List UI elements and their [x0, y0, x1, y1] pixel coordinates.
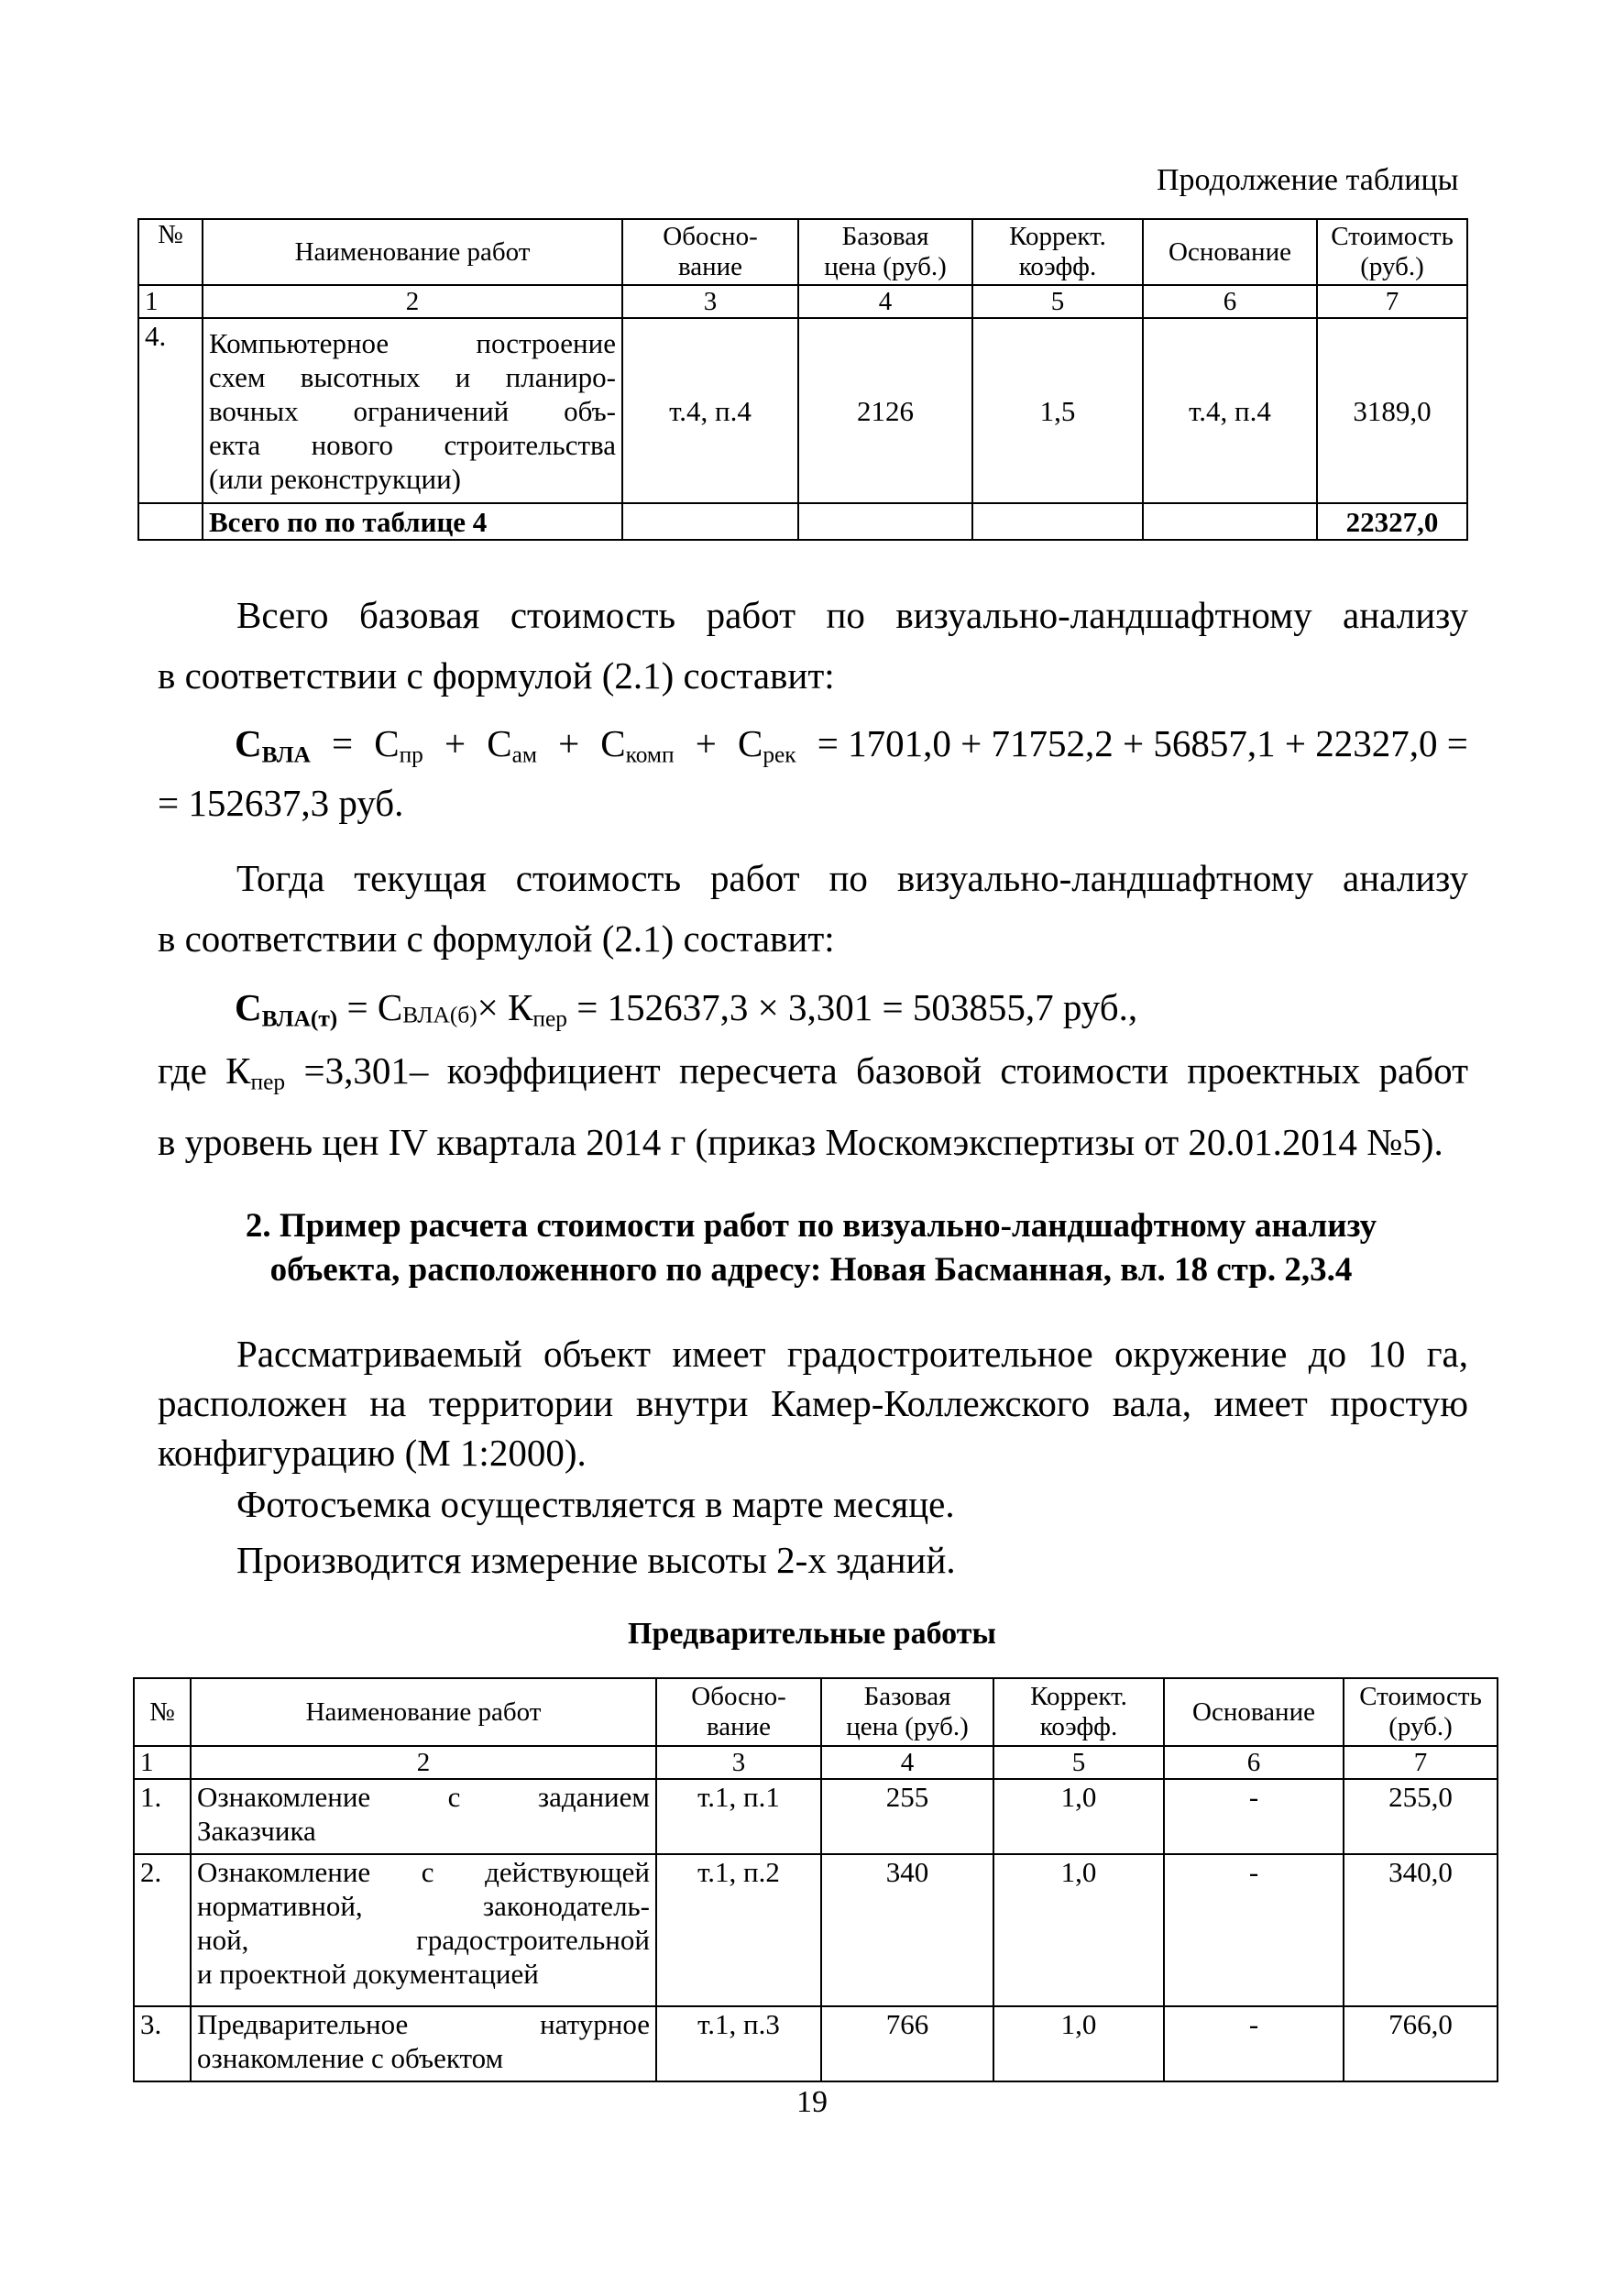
paragraph-object-description: Рассматриваемый объект имеет градостроительное окружение до 10 га, расположен на территории внутри Камер-Коллежского вала, имеет простую конфигурацию (М 1:2000).	[158, 1333, 1468, 1474]
works-table-continuation	[137, 218, 1468, 541]
paragraph-height-measurement: Производится измерение высоты 2-х зданий.	[236, 1539, 956, 1581]
header-base-price: Базовая цена (руб.)	[798, 219, 972, 285]
row-base-price: 2126	[798, 318, 972, 503]
header-no: №	[138, 219, 203, 285]
formula-base-cost-result: = 152637,3 руб.	[158, 782, 404, 824]
header-cost: Стоимость (руб.)	[1317, 219, 1467, 285]
table-header-row	[138, 219, 1467, 285]
header-cost: Стоимость (руб.)	[1344, 1678, 1498, 1746]
column-number-row: 1 2 3 4 5 6 7	[134, 1746, 1498, 1779]
page-number: 19	[796, 2085, 828, 2119]
total-label: Всего по по таблице 4	[203, 503, 622, 540]
column-number-row: 1 2 3 4 5 6 7	[138, 285, 1467, 318]
header-name: Наименование работ	[191, 1678, 656, 1746]
table-row	[138, 318, 1467, 503]
preliminary-works-table	[133, 1677, 1498, 2082]
row-coefficient: 1,5	[972, 318, 1143, 503]
table-row: 3. Предварительное натурное ознакомление с объектом т.1, п.3 766 1,0 - 766,0	[134, 2006, 1498, 2081]
formula-base-cost: $С_{ВЛА}$ = $С_{пр}$ + $С_{ам}$ + $С_{комп}$ + $С_{рек}$ = 1701,0 + 71752,2 + 56857,1 + 22327,0 =	[235, 722, 1468, 768]
header-reason: Основание	[1143, 219, 1317, 285]
total-row	[138, 503, 1467, 540]
row-basis: т.4, п.4	[622, 318, 798, 503]
header-basis: Обосно- вание	[622, 219, 798, 285]
header-no: №	[134, 1678, 191, 1746]
header-coefficient: Коррект. коэфф.	[972, 219, 1143, 285]
row-name: Компьютерное построение схем высотных и планиро- вочных ограничений объ- екта нового строительства (или реконструкции)	[203, 318, 622, 503]
table-row: 1. Ознакомление с заданием Заказчика т.1, п.1 255 1,0 - 255,0	[134, 1779, 1498, 1854]
formula-current-cost: $С_{ВЛА(т)}$ = СВЛА(б)× $К_{пер} = 152637,3 \times 3,301 = 503855,7$ руб.,	[235, 986, 1138, 1032]
table-row: 2. Ознакомление с действующей нормативной, законодатель- ной, градостроительной и проектной документацией т.1, п.2 340 1,0 - 340,0	[134, 1854, 1498, 2006]
row-number: 4.	[138, 318, 203, 503]
continuation-label: Продолжение таблицы	[1157, 163, 1459, 197]
section-heading: 2. Пример расчета стоимости работ по визуально-ландшафтному анализу объекта, расположенного по адресу: Новая Басманная, вл. 18 стр. 2,3.4	[245, 1207, 1377, 1289]
total-value: 22327,0	[1317, 503, 1467, 540]
paragraph-recalc-coefficient: где $К_{пер} =3,301-$ коэффициент пересчета базовой стоимости проектных работ в уровень цен IV квартала 2014 г (приказ Москомэкспертизы от 20.01.2014 №5).	[158, 1049, 1468, 1164]
row-reason: т.4, п.4	[1143, 318, 1317, 503]
paragraph-total-base-cost: Всего базовая стоимость работ по визуально-ландшафтному анализу в соответствии с формулой (2.1) составит:	[158, 594, 1468, 697]
row-cost: 3189,0	[1317, 318, 1467, 503]
table-header-row	[134, 1678, 1498, 1746]
header-coefficient: Коррект. коэфф.	[993, 1678, 1164, 1746]
header-base-price: Базовая цена (руб.)	[821, 1678, 993, 1746]
paragraph-current-cost: Тогда текущая стоимость работ по визуально-ландшафтному анализу в соответствии с формулой (2.1) составит:	[158, 857, 1468, 960]
header-reason: Основание	[1164, 1678, 1344, 1746]
table-caption: Предварительные работы	[628, 1617, 996, 1651]
paragraph-photo-survey: Фотосъемка осуществляется в марте месяце.	[236, 1483, 955, 1525]
header-basis: Обосно- вание	[656, 1678, 821, 1746]
header-name: Наименование работ	[203, 219, 622, 285]
